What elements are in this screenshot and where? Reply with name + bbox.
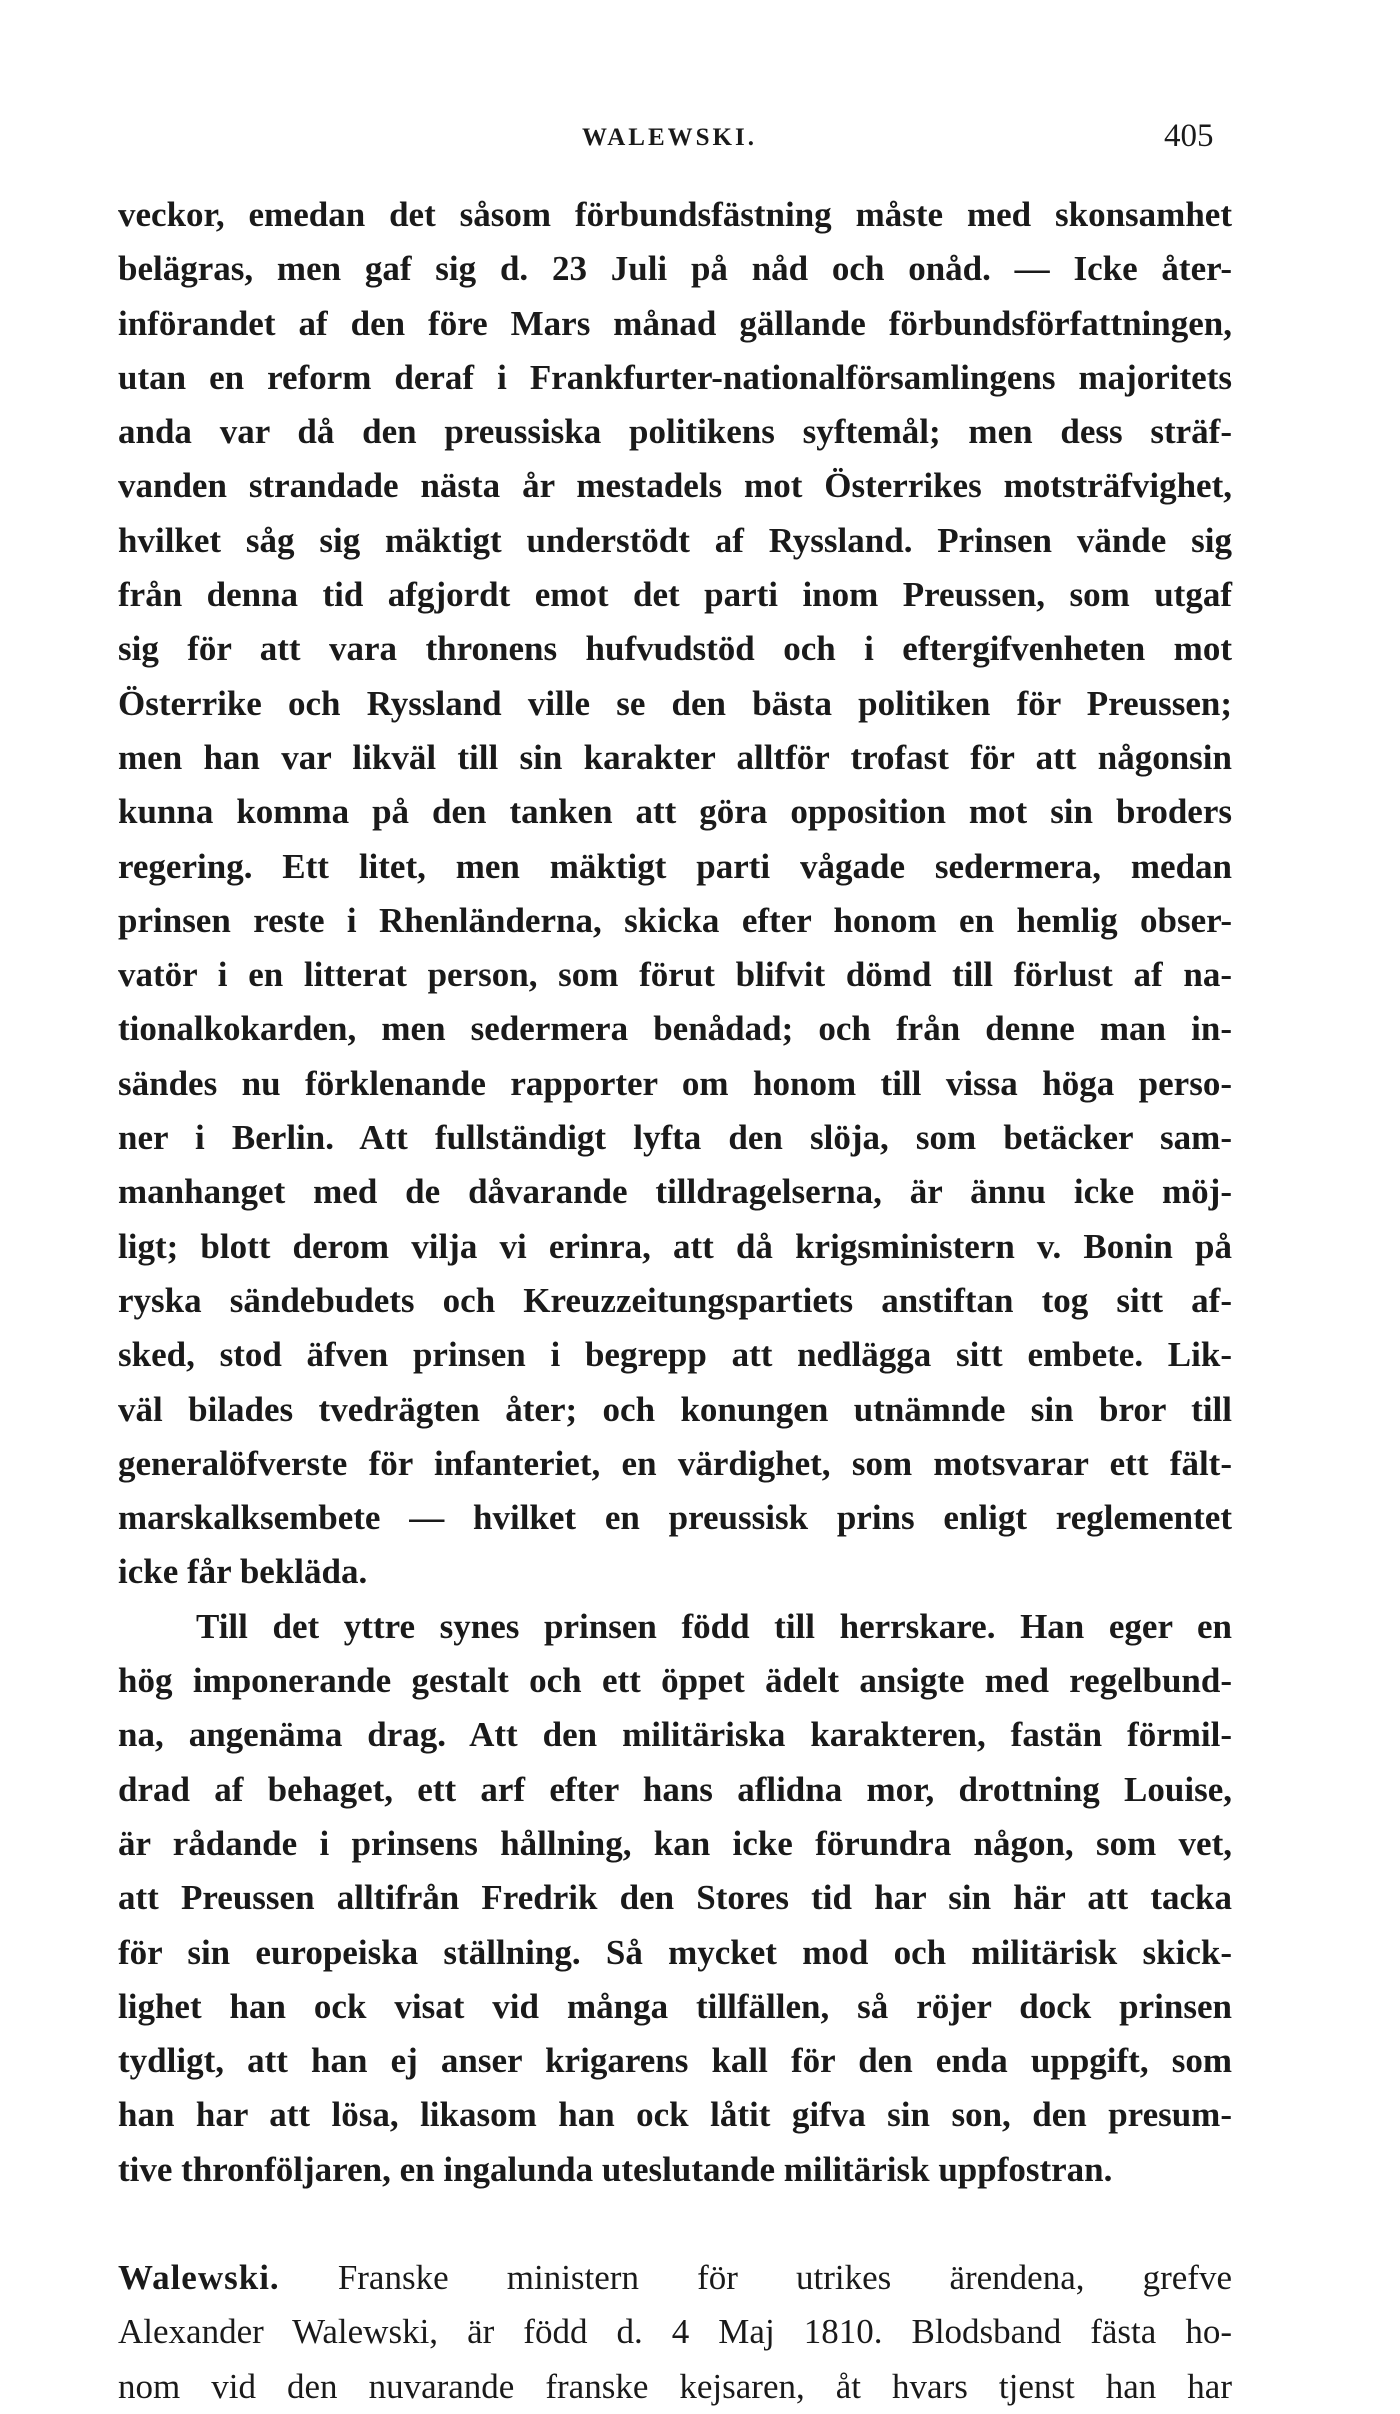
- text-line: prinsen reste i Rhenländerna, skicka efter honom en hemlig obser-: [118, 900, 1232, 940]
- text-line: lighet han ock visat vid många tillfällen, så röjer dock prinsen: [118, 1986, 1232, 2026]
- text-line: nom vid den nuvarande franske kejsaren, åt hvars tjenst han har: [118, 2366, 1232, 2406]
- body-text: [118, 188, 1232, 2414]
- text-line: är rådande i prinsens hållning, kan icke förundra någon, som vet,: [118, 1823, 1232, 1863]
- paragraph-prinsen-appearance: [118, 1600, 1232, 2197]
- text-line: sked, stod äfven prinsen i begrepp att nedlägga sitt embete. Lik-: [118, 1335, 1232, 1375]
- text-line: väl bilades tvedrägten åter; och konungen utnämnde sin bror till: [118, 1389, 1232, 1429]
- text-line: ner i Berlin. Att fullständigt lyfta den slöja, som betäcker sam-: [118, 1118, 1232, 1158]
- running-title: WALEWSKI.: [582, 124, 757, 151]
- paragraph-prinsen-politics: [118, 188, 1232, 1600]
- text-line: na, angenäma drag. Att den militäriska karakteren, fastän förmil-: [118, 1715, 1232, 1755]
- text-line: hög imponerande gestalt och ett öppet ädelt ansigte med regelbund-: [118, 1661, 1232, 1701]
- text-line: tionalkokarden, men sedermera benådad; och från denne man in-: [118, 1009, 1232, 1049]
- page-number: 405: [1164, 118, 1214, 154]
- text-line: generalöfverste för infanteriet, en värdighet, som motsvarar ett fält-: [118, 1443, 1232, 1483]
- section-walewski: [118, 2251, 1232, 2414]
- text-line: han har att lösa, likasom han ock låtit gifva sin son, den presum-: [118, 2095, 1232, 2135]
- running-header: [0, 118, 1400, 158]
- text-line: för sin europeiska ställning. Så mycket mod och militärisk skick-: [118, 1932, 1232, 1972]
- text-line: kunna komma på den tanken att göra opposition mot sin broders: [118, 792, 1232, 832]
- text-line: vanden strandade nästa år mestadels mot Österrikes motsträfvighet,: [118, 466, 1232, 506]
- text-line: veckor, emedan det såsom förbundsfästning måste med skonsamhet: [118, 195, 1232, 234]
- text-line: att Preussen alltifrån Fredrik den Stores tid har sin här att tacka: [118, 1878, 1232, 1918]
- text-line: sig för att vara thronens hufvudstöd och i eftergifvenheten mot: [118, 629, 1232, 669]
- text-line: hvilket såg sig mäktigt understödt af Ryssland. Prinsen vände sig: [118, 520, 1232, 560]
- text-line: marskalksembete — hvilket en preussisk prins enligt reglementet: [118, 1498, 1232, 1538]
- text-line: Österrike och Ryssland ville se den bästa politiken för Preussen;: [118, 683, 1232, 723]
- text-line: belägras, men gaf sig d. 23 Juli på nåd och onåd. — Icke åter-: [118, 249, 1232, 289]
- text-line: ryska sändebudets och Kreuzzeitungspartiets anstiftan tog sitt af-: [118, 1280, 1232, 1320]
- text-line: icke får bekläda.: [118, 1552, 368, 1592]
- text-line: vatör i en litterat person, som förut blifvit dömd till förlust af na-: [118, 955, 1232, 995]
- text-line: men han var likväl till sin karakter alltför trofast för att någonsin: [118, 737, 1232, 777]
- section-first-line-text: Franske ministern för utrikes ärendena, grefve: [337, 2257, 1233, 2297]
- text-line: Alexander Walewski, är född d. 4 Maj 1810. Blodsband fästa ho-: [118, 2312, 1232, 2352]
- text-line: drad af behaget, ett arf efter hans aflidna mor, drottning Louise,: [118, 1769, 1232, 1809]
- text-line: från denna tid afgjordt emot det parti inom Preussen, som utgaf: [118, 575, 1232, 615]
- section-heading: Walewski.: [118, 2257, 280, 2297]
- text-line: tydligt, att han ej anser krigarens kall för den enda uppgift, som: [118, 2041, 1232, 2081]
- text-line: sändes nu förklenande rapporter om honom till vissa höga perso-: [118, 1063, 1232, 1103]
- text-line: anda var då den preussiska politikens syftemål; men dess sträf-: [118, 412, 1232, 452]
- text-line: manhanget med de dåvarande tilldragelserna, är ännu icke möj-: [118, 1172, 1232, 1212]
- text-line: regering. Ett litet, men mäktigt parti vågade sedermera, medan: [118, 846, 1232, 886]
- text-line: Till det yttre synes prinsen född till herrskare. Han eger en: [196, 1606, 1232, 1646]
- text-line: ligt; blott derom vilja vi erinra, att då krigsministern v. Bonin på: [118, 1226, 1232, 1266]
- text-line: [118, 2251, 1232, 2305]
- section-gap: [118, 2197, 1232, 2251]
- text-line: utan en reform deraf i Frankfurter-nationalförsamlingens majoritets: [118, 357, 1232, 397]
- text-line: tive thronföljaren, en ingalunda uteslutande militärisk uppfostran.: [118, 2149, 1113, 2189]
- text-line: införandet af den före Mars månad gällande förbundsförfattningen,: [118, 303, 1232, 343]
